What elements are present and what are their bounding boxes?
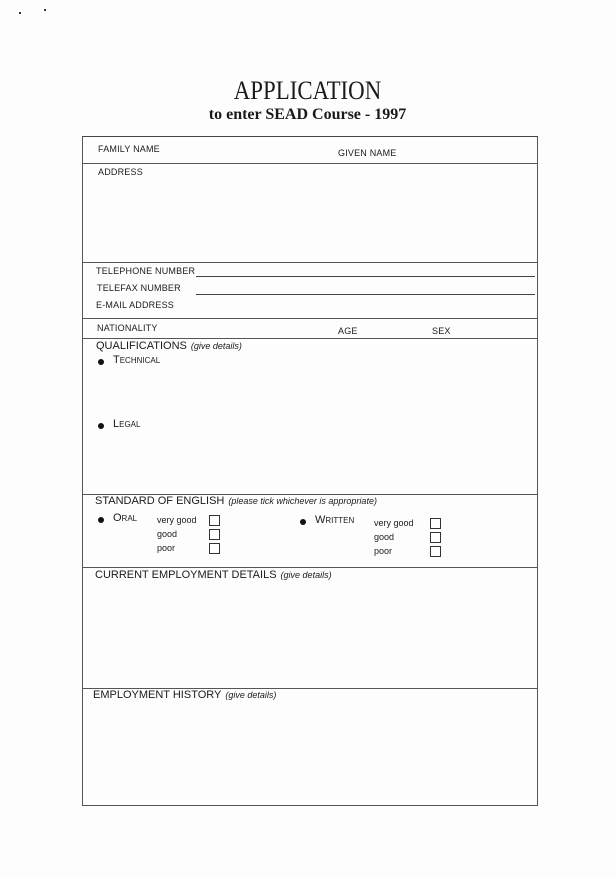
- age-field[interactable]: [363, 321, 423, 337]
- qualifications-heading: QUALIFICATIONS (give details): [96, 340, 242, 352]
- divider: [83, 163, 537, 164]
- family-name-label: FAMILY NAME: [98, 144, 160, 154]
- sex-field[interactable]: [453, 321, 523, 337]
- application-form: [82, 136, 538, 806]
- written-very-good-checkbox[interactable]: [430, 518, 441, 529]
- age-label: AGE: [338, 326, 358, 336]
- oral-very-good-checkbox[interactable]: [209, 515, 220, 526]
- written-option-label: good: [374, 532, 395, 542]
- telefax-field[interactable]: [196, 294, 535, 295]
- email-label: E-MAIL ADDRESS: [96, 300, 174, 310]
- technical-details-field[interactable]: [113, 370, 523, 415]
- oral-option-label: very good: [157, 515, 197, 525]
- sex-label: SEX: [432, 326, 451, 336]
- employment-history-heading: EMPLOYMENT HISTORY (give details): [93, 689, 277, 701]
- written-option-label: poor: [374, 546, 393, 556]
- written-option-label: very good: [374, 518, 414, 528]
- divider: [83, 567, 537, 568]
- bullet-icon: [98, 423, 104, 429]
- bullet-icon: [300, 519, 306, 525]
- written-label: Written: [315, 514, 355, 526]
- employment-history-field[interactable]: [93, 707, 523, 799]
- legal-label: Legal: [113, 418, 141, 430]
- oral-label: Oral: [113, 512, 138, 524]
- email-field[interactable]: [196, 297, 531, 313]
- oral-option-label: poor: [157, 543, 176, 553]
- telefax-label: TELEFAX NUMBER: [97, 283, 181, 293]
- scan-speck: [19, 12, 21, 14]
- nationality-label: NATIONALITY: [97, 323, 158, 333]
- divider: [83, 262, 537, 263]
- telephone-field[interactable]: [196, 276, 535, 277]
- technical-label: Technical: [113, 354, 161, 366]
- legal-details-field[interactable]: [113, 434, 523, 489]
- scan-speck: [44, 9, 46, 11]
- page-title: APPLICATION: [233, 76, 382, 105]
- family-name-field[interactable]: [173, 139, 323, 161]
- address-field[interactable]: [93, 179, 523, 259]
- address-label: ADDRESS: [98, 167, 143, 177]
- bullet-icon: [98, 359, 104, 365]
- oral-poor-checkbox[interactable]: [209, 543, 220, 554]
- divider: [83, 318, 537, 319]
- given-name-field[interactable]: [413, 139, 533, 161]
- divider: [83, 338, 537, 339]
- page-subtitle: to enter SEAD Course - 1997: [208, 106, 407, 123]
- bullet-icon: [98, 517, 104, 523]
- written-good-checkbox[interactable]: [430, 532, 441, 543]
- current-employment-heading: CURRENT EMPLOYMENT DETAILS (give details): [95, 569, 332, 581]
- oral-option-label: good: [157, 529, 178, 539]
- written-poor-checkbox[interactable]: [430, 546, 441, 557]
- oral-good-checkbox[interactable]: [209, 529, 220, 540]
- given-name-label: GIVEN NAME: [338, 148, 397, 158]
- nationality-field[interactable]: [163, 321, 323, 337]
- current-employment-field[interactable]: [93, 587, 523, 682]
- english-heading: STANDARD OF ENGLISH (please tick whichever is appropriate): [95, 495, 377, 507]
- telephone-label: TELEPHONE NUMBER: [96, 266, 196, 276]
